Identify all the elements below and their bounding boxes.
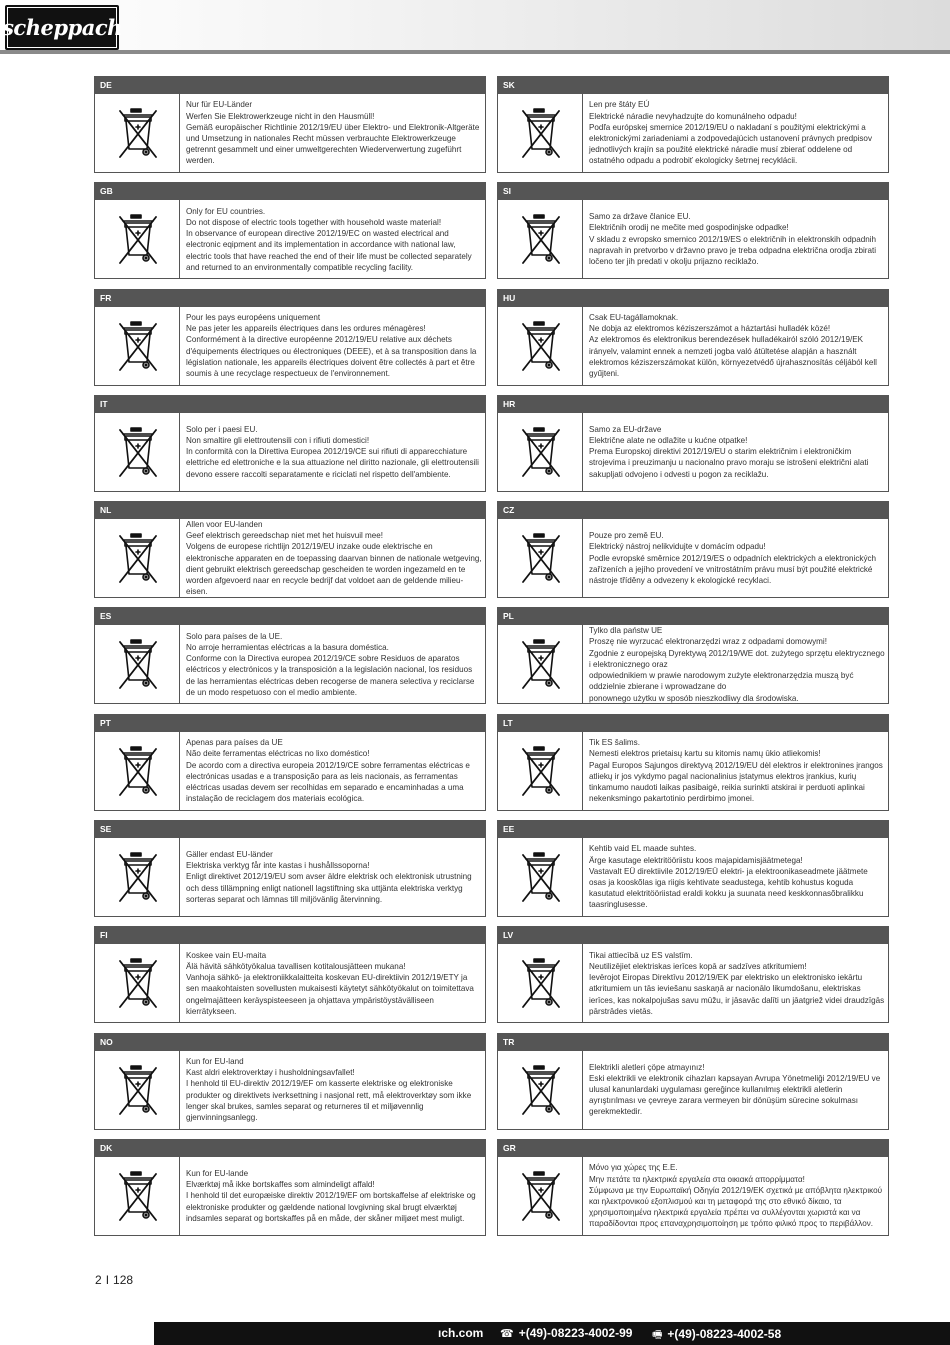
notice-text-cell: [589, 732, 885, 810]
language-code: SI: [497, 182, 889, 199]
crossed-out-wheelie-bin-icon: [116, 957, 160, 1011]
language-section-gb: [94, 182, 486, 288]
notice-box: [94, 1156, 486, 1236]
disposal-notice-text: Solo para países de la UE. No arroje herramientas eléctricas a la basura doméstica. Conforme con la Directiva europea 2012/19/CE sobre Residuos de aparatos eléctricos y electrónicos y la transposición a la legislación nacional, los residuos de las herramientas eléctricas deben recogerse de manera selectiva y reciclarse de un modo respetuoso con el medio ambiente.: [186, 631, 475, 697]
notice-box: [497, 518, 889, 598]
weee-icon-cell: [498, 944, 583, 1022]
weee-icon-cell: [498, 838, 583, 916]
notice-box: [497, 837, 889, 917]
notice-box: [94, 731, 486, 811]
left-column: [94, 76, 486, 1245]
notice-box: [497, 306, 889, 386]
language-section-es: [94, 607, 486, 713]
crossed-out-wheelie-bin-icon: [519, 638, 563, 692]
language-code: IT: [94, 395, 486, 412]
disposal-notice-text: Tikai attiecībā uz ES valstīm. Neutilizējiet elektriskas ierīces kopā ar sadzīves atkritumiem! Ievērojot Eiropas Direktīvu 2012/19/EK par elektrisko un elektronisko iekārtu atkritumiem un tās ieviešanu saskaņā ar nacionālo likumdošanu, elektriskas ierīces, kas nokalpojušas savu mūžu, ir jāsavāc dalīti un jāatgriež videi draudzīgās pārstrādes vietās.: [589, 950, 885, 1016]
disposal-notice-text: Kehtib vaid EL maade suhtes. Ärge kasutage elektritööriistu koos majapidamisjäätmetega! Vastavalt EÜ direktiivile 2012/19/EÜ elektri- ja elektroonikaseadmete jäätmete osas ja kooskõlas iga riigis kehtivate seadustega, kehtib kohustus koguda kasutatud elektritööriistad eraldi kokku ja suunata need keskkonnasõbralikku taasringlusesse.: [589, 844, 868, 910]
phone-number: +(49)-08223-4002-99: [518, 1326, 633, 1340]
right-column: [497, 76, 889, 1245]
notice-box: [94, 199, 486, 279]
notice-text-cell: [589, 519, 885, 597]
notice-box: [94, 837, 486, 917]
notice-box: [497, 1050, 889, 1130]
notice-text-cell: [589, 1051, 885, 1129]
notice-text-cell: [186, 625, 482, 703]
disposal-notice-text: Csak EU-tagállamoknak. Ne dobja az elektromos kéziszerszámot a háztartási hulladék közé! Az elektromos és elektronikus berendezések hulladékairól szóló 2012/19/EK irányelv, valamint ennek a nemzeti jogba való átültetése alapján a használt elektromos kéziszerszámokat külön, környezetvédő újrahasznosítás céljából kell gyűjteni.: [589, 312, 877, 378]
disposal-notice-text: Μόνο για χώρες της Ε.Ε. Μην πετάτε τα ηλεκτρικά εργαλεία στα οικιακά απορρίμματα! Σύμφωνα με την Ευρωπαϊκή Οδηγία 2012/19/ΕΚ σχετικά με απόβλητα ηλεκτρικού και ηλεκτρονικού εξοπλισμού και τη μεταφορά της στο εθνικό δίκαιο, τα χρησιμοποιημένα ηλεκτρικά εργαλεία πρέπει να συλλέγονται χωριστά και να παραδίδονται προς επαναχρησιμοποίηση με τρόπο φιλικό προς το περιβάλλον.: [589, 1163, 883, 1229]
fax-number: +(49)-08223-4002-58: [667, 1327, 782, 1341]
crossed-out-wheelie-bin-icon: [519, 745, 563, 799]
fax-icon: 🖷: [652, 1329, 663, 1341]
disposal-notice-text: Allen voor EU-landen Geef elektrisch gereedschap niet met het huisvuil mee! Volgens de europese richtlijn 2012/19/EU inzake oude elektrische en elektronische apparaten en de toepassing daarvan binnen de nationale wetgeving, dient gebruikt elektrisch gereedschap gescheiden te worden ingezameld en te worden afgevoerd naar en recycle bedrijf dat voldoet aan de geldende milieu-eisen.: [186, 519, 482, 597]
crossed-out-wheelie-bin-icon: [519, 1170, 563, 1224]
weee-icon-cell: [95, 94, 180, 172]
language-section-nl: [94, 501, 486, 607]
crossed-out-wheelie-bin-icon: [519, 532, 563, 586]
notice-text-cell: [186, 1157, 482, 1235]
language-code: TR: [497, 1033, 889, 1050]
notice-text-cell: [186, 413, 482, 491]
language-code: PT: [94, 714, 486, 731]
notice-box: [497, 731, 889, 811]
disposal-notice-text: Samo za EU-države Električne alate ne odlažite u kućne otpatke! Prema Europskoj direktivi 2012/19/EU o starim električnim i elektroničkim strojevima i preuzimanju u nacionalno pravo moraju se istrošeni električni alati sakupljati odvojeno i odvesti u pogon za reciklažu.: [589, 424, 869, 479]
disposal-notice-text: Samo za države članice EU. Električnih orodij ne mečite med gospodinjske odpadke! V skladu z evropsko smernico 2012/19/ES o električnih in elektronskih odpadnih napravah in pretvorbo v državno pravo je treba odpadna električna orodja zbirati ločeno ter jih predati v okolju prijazno reciklažo.: [589, 212, 877, 267]
disposal-notice-text: Tylko dla państw UE Proszę nie wyrzucać elektronarzędzi wraz z odpadami domowymi! Zgodnie z europejską Dyrektywą 2012/19/WE dot. zużytego sprzętu elektrycznego i elektronicznego oraz odpowiednikiem w prawie narodowym zużyte elektronarzędzia muszą być oddzielnie zbierane i wprowadzane do ponownego użytku w sposób nieszkodliwy dla środowiska.: [589, 626, 885, 703]
page-separator: I: [105, 1273, 110, 1287]
language-code: LT: [497, 714, 889, 731]
language-section-gr: [497, 1139, 889, 1245]
disposal-notice-text: Elektrikli aletleri çöpe atmayınız! Eski elektrikli ve elektronik cihazları kapsayan Avrupa Yönetmeliği 2012/19/EU ve ulusal kanunlardaki uygulaması gereğince kullanılmış elektrikli aletlerin ayrıştırılması ve çevreye zarara vermeyen bir dönüşüm sürecine sokulması gerekmektedir.: [589, 1062, 881, 1117]
footer-phone: [500, 1326, 632, 1340]
language-code: GR: [497, 1139, 889, 1156]
weee-icon-cell: [498, 1051, 583, 1129]
disposal-notice-text: Nur für EU-Länder Werfen Sie Elektrowerkzeuge nicht in den Hausmüll! Gemäß europäischer Richtlinie 2012/19/EU über Elektro- und Elektronik-Altgeräte und Umsetzung in nationales Recht müssen verbrauchte Elektrowerkzeuge getrennt gesammelt und einer umweltgerechten Wiederverwertung zugeführt werden.: [186, 100, 480, 166]
disposal-notice-text: Only for EU countries. Do not dispose of electric tools together with household waste material! In observance of european directive 2012/19/EC on wasted electrical and electronic eqipment and its implementation in accordance with national law, electric tools that have reached the end of their life must be collected separately and returned to an environmentally compatible recycling facility.: [186, 206, 472, 272]
crossed-out-wheelie-bin-icon: [116, 213, 160, 267]
notice-text-cell: [186, 94, 482, 172]
language-section-pl: [497, 607, 889, 713]
language-code: CZ: [497, 501, 889, 518]
language-section-sk: [497, 76, 889, 182]
language-code: SE: [94, 820, 486, 837]
crossed-out-wheelie-bin-icon: [116, 638, 160, 692]
notice-box: [497, 943, 889, 1023]
notice-text-cell: [589, 838, 885, 916]
crossed-out-wheelie-bin-icon: [519, 426, 563, 480]
disposal-notice-text: Kun for EU-lande Elværktøj må ikke bortskaffes som almindeligt affald! I henhold til det europæiske direktiv 2012/19/EF om bortskaffelse af elektriske og elektroniske produkter og gældende national lovgivning skal brugt elværktøj indsamles separat og bortskaffes på en måde, der skåner miljøet mest muligt.: [186, 1168, 476, 1223]
footer-fax: [652, 1326, 781, 1345]
language-code: HU: [497, 289, 889, 306]
notice-text-cell: [589, 413, 885, 491]
footer-bar: [154, 1322, 950, 1345]
disposal-notice-text: Len pre štáty EÚ Elektrické náradie nevyhadzujte do komunálneho odpadu! Podľa európskej smernice 2012/19/EU o nakladaní s použitými elektrickými a elektronickými zariadeniami a zodpovedajúcich ustanovení právnych predpisov jednotlivých krajín sa použité elektrické náradie musí zbierať oddelene od ostatného odpadu a podrobiť ekologicky šetrnej recyklácii.: [589, 100, 872, 166]
language-code: GB: [94, 182, 486, 199]
notice-text-cell: [589, 94, 885, 172]
crossed-out-wheelie-bin-icon: [116, 1064, 160, 1118]
weee-icon-cell: [95, 413, 180, 491]
language-section-ee: [497, 820, 889, 926]
header-rule: [0, 50, 950, 54]
weee-icon-cell: [498, 200, 583, 278]
brand-logo: scheppach: [5, 5, 119, 50]
language-section-no: [94, 1033, 486, 1139]
notice-box: [94, 518, 486, 598]
language-code: FI: [94, 926, 486, 943]
notice-box: [497, 624, 889, 704]
notice-text-cell: [186, 200, 482, 278]
crossed-out-wheelie-bin-icon: [519, 213, 563, 267]
crossed-out-wheelie-bin-icon: [116, 1170, 160, 1224]
notice-text-cell: [589, 1157, 885, 1235]
notice-box: [497, 412, 889, 492]
weee-icon-cell: [95, 200, 180, 278]
disposal-notice-text: Pour les pays européens uniquement Ne pas jeter les appareils électriques dans les ordures ménagères! Conformément à la directive européenne 2012/19/EU relative aux déchets d'équipements électriques ou électroniques (DEEE), et à sa transposition dans la législation nationale, les appareils électriques doivent être collectés à part et être soumis à une recyclage respectueux de l'environnement.: [186, 312, 477, 378]
crossed-out-wheelie-bin-icon: [519, 107, 563, 161]
notice-box: [94, 624, 486, 704]
language-section-lv: [497, 926, 889, 1032]
crossed-out-wheelie-bin-icon: [116, 532, 160, 586]
page-total: 128: [113, 1273, 134, 1287]
notice-text-cell: [186, 838, 482, 916]
language-section-se: [94, 820, 486, 926]
language-section-lt: [497, 714, 889, 820]
language-code: SK: [497, 76, 889, 93]
notice-box: [94, 306, 486, 386]
crossed-out-wheelie-bin-icon: [519, 851, 563, 905]
header-band: [0, 0, 950, 50]
weee-icon-cell: [95, 1051, 180, 1129]
notice-text-cell: [589, 307, 885, 385]
notice-box: [497, 93, 889, 173]
weee-icon-cell: [95, 838, 180, 916]
language-code: ES: [94, 607, 486, 624]
crossed-out-wheelie-bin-icon: [116, 745, 160, 799]
language-section-hu: [497, 289, 889, 395]
weee-icon-cell: [498, 307, 583, 385]
crossed-out-wheelie-bin-icon: [116, 320, 160, 374]
crossed-out-wheelie-bin-icon: [519, 1064, 563, 1118]
weee-icon-cell: [95, 1157, 180, 1235]
crossed-out-wheelie-bin-icon: [519, 957, 563, 1011]
weee-icon-cell: [95, 944, 180, 1022]
weee-icon-cell: [95, 732, 180, 810]
language-code: DK: [94, 1139, 486, 1156]
weee-icon-cell: [498, 519, 583, 597]
language-section-pt: [94, 714, 486, 820]
language-code: NO: [94, 1033, 486, 1050]
language-code: DE: [94, 76, 486, 93]
footer-website[interactable]: ıch.com: [438, 1326, 484, 1340]
language-section-dk: [94, 1139, 486, 1245]
header: [0, 0, 950, 56]
language-code: EE: [497, 820, 889, 837]
disposal-notice-text: Gäller endast EU-länder Elektriska verktyg får inte kastas i hushållssoporna! Enligt direktivet 2012/19/EU som avser äldre elektrisk och elektronisk utrustning och dess tillämpning enligt nationell lagstiftning ska uttjänta elektriska verktyg sorteras separat och lämnas till miljövänlig återvinning.: [186, 850, 472, 904]
disposal-notice-text: Apenas para países da UE Não deite ferramentas eléctricas no lixo doméstico! De acordo com a directiva europeia 2012/19/CE sobre ferramentas eléctricas e electrónicas usadas e a transposição para as leis nacionais, as ferramentas eléctricas usadas devem ser recolhidas em separado e encaminhadas a uma instalação de reciclagem dos materiais ecológica.: [186, 738, 470, 804]
notice-box: [497, 1156, 889, 1236]
disposal-notice-text: Solo per i paesi EU. Non smaltire gli elettroutensili con i rifiuti domestici! In conformità con la Direttiva Europea 2012/19/CE sui rifiuti di apparecchiature elettriche ed elettroniche e la sua attuazione nel diritto nazionale, gli elettroutensili devono essere raccolti separatamente e riciclati nel rispetto dell'ambiente.: [186, 424, 479, 479]
notice-box: [94, 412, 486, 492]
notice-box: [94, 1050, 486, 1130]
language-section-hr: [497, 395, 889, 501]
language-section-fr: [94, 289, 486, 395]
notice-text-cell: [589, 200, 885, 278]
notice-box: [94, 93, 486, 173]
weee-icon-cell: [498, 1157, 583, 1235]
language-code: NL: [94, 501, 486, 518]
disposal-notice-text: Koskee vain EU-maita Älä hävitä sähkötyökalua tavallisen kotitalousjätteen mukana! Vanhoja sähkö- ja elektroniikkalaitteita koskevan EU-direktiivin 2012/19/ETY ja sen maakohtaisten sovellusten mukaisesti käytetyt sähkötyökalut on toimitettava ongelmajätteen keräyspisteeseen ja ohjattava ympäristöystävälliseen kierrätykseen.: [186, 950, 474, 1016]
weee-icon-cell: [498, 413, 583, 491]
crossed-out-wheelie-bin-icon: [116, 426, 160, 480]
language-section-cz: [497, 501, 889, 607]
page-number: [93, 1273, 135, 1287]
notice-text-cell: [186, 1051, 482, 1129]
language-code: LV: [497, 926, 889, 943]
weee-icon-cell: [498, 94, 583, 172]
language-section-it: [94, 395, 486, 501]
weee-icon-cell: [95, 625, 180, 703]
language-section-de: [94, 76, 486, 182]
language-code: PL: [497, 607, 889, 624]
notice-text-cell: [186, 307, 482, 385]
crossed-out-wheelie-bin-icon: [116, 851, 160, 905]
disposal-notice-text: Pouze pro země EU. Elektrický nástroj nelikvidujte v domácím odpadu! Podle evropské směrnice 2012/19/ES o odpadních elektrických a elektronických zařízeních a jejího provedení ve vnitrostátním právu musí být použité elektrické nástroje tříděny a odvezeny k ekologické recyklaci.: [589, 531, 877, 585]
disposal-notice-text: Tik ES šalims. Nemesti elektros prietaisų kartu su kitomis namų ūkio atliekomis! Pagal Europos Sąjungos direktyvą 2012/19/EU dėl elektros ir elektronines įrangos atliekų ir jos vykdymo pagal nacionalinius įstatymus elektros įrankius, kurių tinkamumo naudoti laikas pasibaigė, reikia surinkti atskirai ir perduoti aplinkai nekenksmingo pakartotinio perdirbimo įmonei.: [589, 738, 883, 804]
crossed-out-wheelie-bin-icon: [116, 107, 160, 161]
notice-text-cell: [186, 519, 482, 597]
phone-icon: ☎: [500, 1328, 514, 1340]
weee-icon-cell: [95, 307, 180, 385]
disposal-notice-text: Kun for EU-land Kast aldri elektroverktøy i husholdningsavfallet! I henhold til EU-direktiv 2012/19/EF om kasserte elektriske og elektroniske produkter og direktivets iverksettning i nasjonal rett, må elektroverktøy som ikke lenger skal brukes, samles separat og returneres til et miljøvennlig gjenvinningsanlegg.: [186, 1057, 472, 1123]
notice-text-cell: [589, 625, 885, 703]
language-section-tr: [497, 1033, 889, 1139]
weee-icon-cell: [498, 732, 583, 810]
weee-icon-cell: [95, 519, 180, 597]
language-section-fi: [94, 926, 486, 1032]
language-section-si: [497, 182, 889, 288]
notice-text-cell: [186, 944, 482, 1022]
language-code: FR: [94, 289, 486, 306]
language-code: HR: [497, 395, 889, 412]
page-current: 2: [95, 1273, 102, 1287]
crossed-out-wheelie-bin-icon: [519, 320, 563, 374]
notice-text-cell: [589, 944, 885, 1022]
notice-box: [94, 943, 486, 1023]
notice-box: [497, 199, 889, 279]
weee-icon-cell: [498, 625, 583, 703]
notice-text-cell: [186, 732, 482, 810]
